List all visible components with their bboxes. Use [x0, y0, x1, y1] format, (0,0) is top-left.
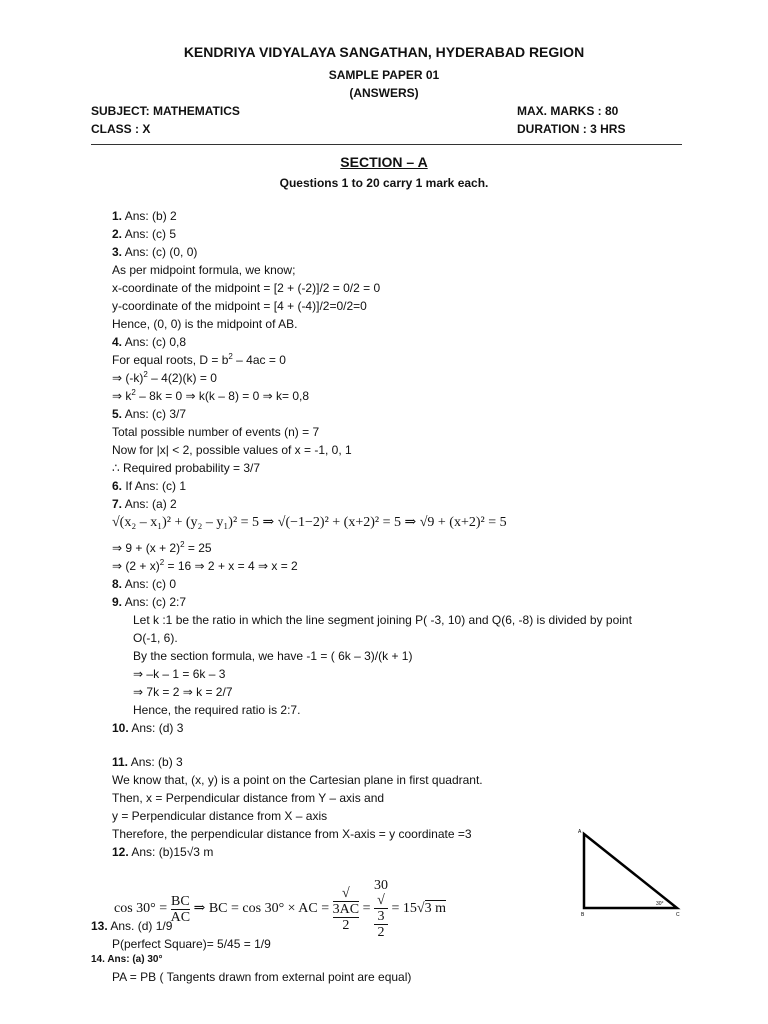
answer-9-line: ⇒ 7k = 2 ⇒ k = 2/7 — [133, 685, 233, 699]
header-divider — [91, 144, 682, 145]
answer-3: 3. Ans: (c) (0, 0) — [112, 245, 198, 259]
answer-5-line: ∴ Required probability = 3/7 — [112, 461, 261, 475]
answer-4-line: ⇒ $(-k)^2 - 4(2)(k) = 0$ — [112, 370, 217, 385]
answer-9: 9. Ans: (c) 2:7 — [112, 595, 187, 609]
answer-11-line: We know that, (x, y) is a point on the Cartesian plane in first quadrant. — [112, 773, 483, 787]
answer-14-line: PA = PB ( Tangents drawn from external point are equal) — [112, 970, 412, 984]
answer-7-line: ⇒ $(2 + x)^2 = 16$ ⇒ 2 + x = 4 ⇒ x = 2 — [112, 558, 298, 573]
answer-3-line: As per midpoint formula, we know; — [112, 263, 296, 277]
answer-5-line: Total possible number of events (n) = 7 — [112, 425, 320, 439]
answer-12: 12. Ans: (b)15√3 m — [112, 845, 214, 859]
answer-3-line: Hence, (0, 0) is the midpoint of AB. — [112, 317, 298, 331]
answer-7-line: ⇒ $9 + (x + 2)^2 = 25$ — [112, 540, 212, 555]
school-title: KENDRIYA VIDYALAYA SANGATHAN, HYDERABAD REGION — [183, 44, 585, 60]
triangle-shape — [584, 834, 677, 908]
answer-8: 8. Ans: (c) 0 — [112, 577, 177, 591]
answer-9-line: By the section formula, we have -1 = ( 6k – 3)/(k + 1) — [133, 649, 413, 663]
answer-14: 14. Ans: (a) 30° — [91, 954, 163, 965]
vertex-c-label: C — [676, 912, 680, 918]
answer-11-line: y = Perpendicular distance from X – axis — [112, 809, 328, 823]
answer-6: 6. If Ans: (c) 1 — [112, 479, 187, 493]
answer-2: 2. Ans: (c) 5 — [112, 227, 177, 241]
answer-13: 13. Ans. (d) 1/9 — [91, 919, 173, 933]
section-title: SECTION – A — [340, 154, 428, 170]
answer-4: 4. Ans: (c) 0,8 — [112, 335, 187, 349]
answer-9-line: Let k :1 be the ratio in which the line segment joining P( -3, 10) and Q(6, -8) is divided by point — [133, 613, 632, 627]
answer-5: 5. Ans: (c) 3/7 — [112, 407, 187, 421]
answer-3-line: y-coordinate of the midpoint = [4 + (-4)]/2=0/2=0 — [112, 299, 367, 313]
answer-4-line: For equal roots, $D = b^2 - 4ac = 0$ — [112, 352, 286, 367]
angle-label: 30° — [656, 901, 664, 907]
answer-1: 1. Ans: (b) 2 — [112, 209, 177, 223]
answer-5-line: Now for |x| < 2, possible values of x = -1, 0, 1 — [112, 443, 352, 457]
paper-title: SAMPLE PAPER 01 — [328, 68, 440, 82]
answer-9-line: O(-1, 6). — [133, 631, 178, 645]
triangle-figure — [575, 826, 685, 918]
answer-12-formula: cos 30° = $\frac{BC}{AC}$ ⇒ BC = cos 30° × AC = √ 3AC 2 = 30 √ 3 2 = 15√3 m — [114, 878, 446, 940]
section-note: Questions 1 to 20 carry 1 mark each. — [279, 176, 489, 190]
answer-3-line: x-coordinate of the midpoint = [2 + (-2)]/2 = 0/2 = 0 — [112, 281, 381, 295]
answer-9-line: Hence, the required ratio is 2:7. — [133, 703, 301, 717]
answers-label: (ANSWERS) — [349, 86, 419, 100]
vertex-a-label: A — [578, 829, 582, 835]
answer-11-line: Then, x = Perpendicular distance from Y – axis and — [112, 791, 385, 805]
answer-13-line: P(perfect Square)= 5/45 = 1/9 — [112, 937, 271, 951]
answer-10: 10. Ans: (d) 3 — [112, 721, 184, 735]
max-marks-label: MAX. MARKS : 80 — [517, 104, 619, 118]
vertex-b-label: B — [581, 912, 585, 918]
answer-4-line: ⇒ $k^2 - 8k = 0$ ⇒ k(k – 8) = 0 ⇒ k= 0,8 — [112, 388, 310, 403]
answer-11-line: Therefore, the perpendicular distance from X-axis = y coordinate =3 — [112, 827, 472, 841]
answer-9-line: ⇒ –k – 1 = 6k – 3 — [133, 667, 226, 681]
answer-11: 11. Ans: (b) 3 — [112, 755, 183, 769]
class-label: CLASS : X — [91, 122, 151, 136]
answer-7-formula: √(x₂ – x₁)² + (y₂ – y₁)² = 5 ⇒ √(−1−2)² + (x+2)² = 5 ⇒ √9 + (x+2)² = 5 — [112, 515, 507, 530]
answer-7: 7. Ans: (a) 2 — [112, 497, 177, 511]
subject-label: SUBJECT: MATHEMATICS — [91, 104, 240, 118]
duration-label: DURATION : 3 HRS — [517, 122, 626, 136]
